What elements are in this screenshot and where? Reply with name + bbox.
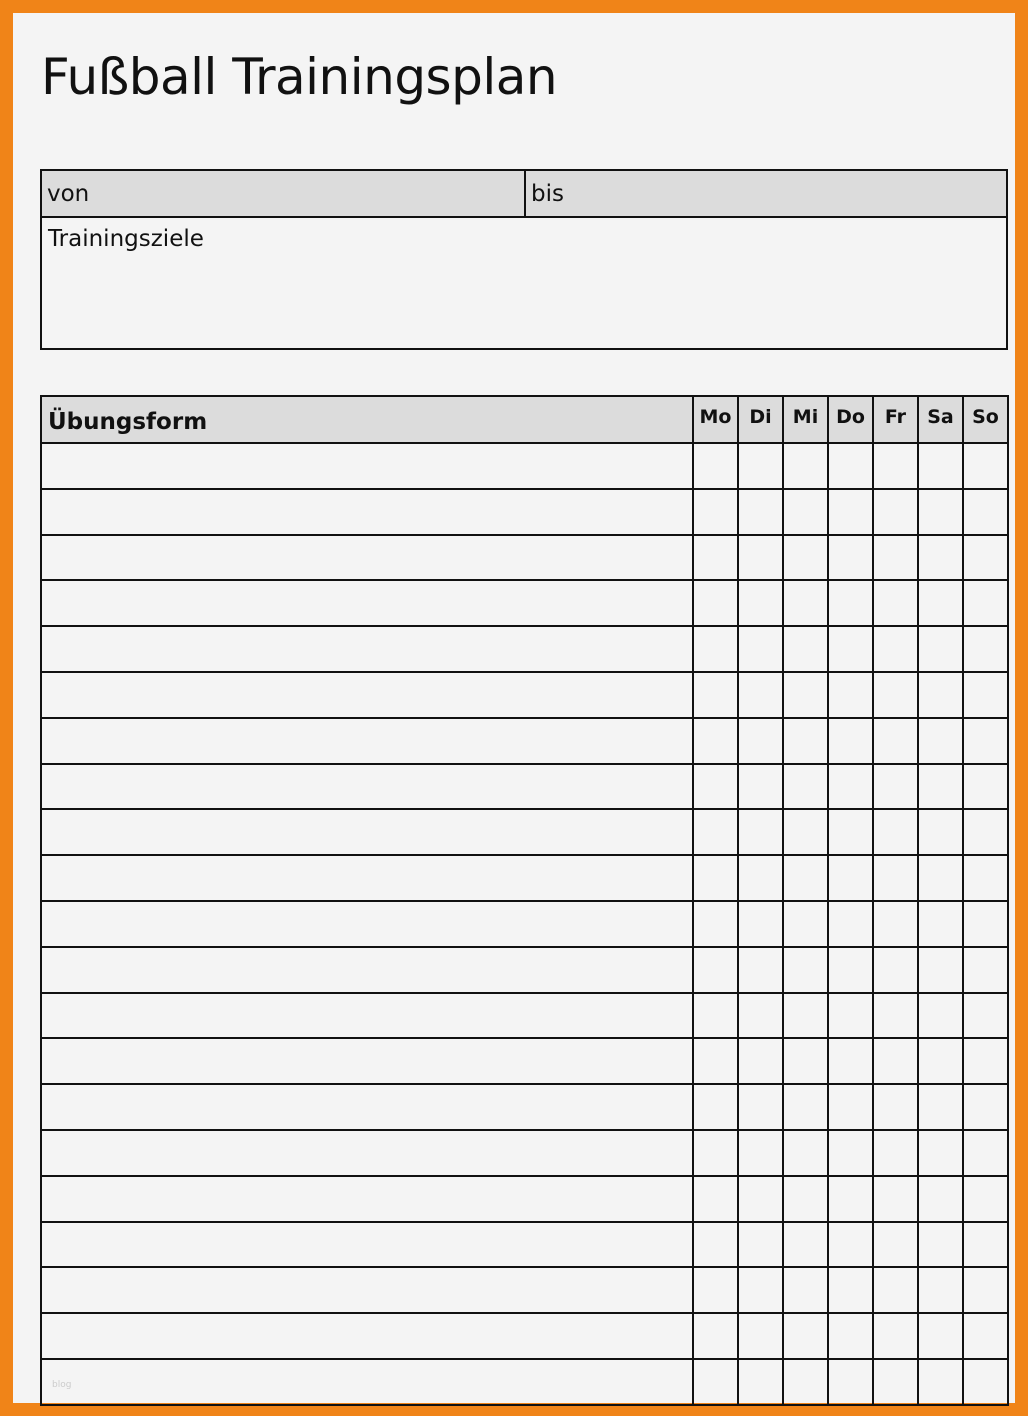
table-row [41, 1130, 1008, 1176]
exercise-cell[interactable] [41, 993, 693, 1039]
day-cell-do[interactable] [828, 718, 873, 764]
day-cell-sa[interactable] [918, 672, 963, 718]
exercise-cell[interactable] [41, 1084, 693, 1130]
day-cell-do[interactable] [828, 764, 873, 810]
table-row [41, 718, 1008, 764]
day-cell-sa[interactable] [918, 1176, 963, 1222]
day-header-so: So [963, 396, 1008, 443]
day-cell-so[interactable] [963, 901, 1008, 947]
day-cell-sa[interactable] [918, 1130, 963, 1176]
day-cell-do[interactable] [828, 580, 873, 626]
table-row [41, 443, 1008, 489]
day-cell-mi[interactable] [783, 672, 828, 718]
day-cell-fr[interactable] [873, 1130, 918, 1176]
day-cell-so[interactable] [963, 1084, 1008, 1130]
day-cell-sa[interactable] [918, 1359, 963, 1405]
day-cell-fr[interactable] [873, 1038, 918, 1084]
period-goals-box [40, 169, 1008, 350]
day-cell-do[interactable] [828, 1222, 873, 1268]
day-cell-do[interactable] [828, 1176, 873, 1222]
day-cell-so[interactable] [963, 718, 1008, 764]
day-cell-sa[interactable] [918, 809, 963, 855]
day-cell-fr[interactable] [873, 901, 918, 947]
day-cell-mi[interactable] [783, 1176, 828, 1222]
day-header-sa: Sa [918, 396, 963, 443]
day-cell-mo[interactable] [693, 443, 738, 489]
day-cell-do[interactable] [828, 626, 873, 672]
day-cell-di[interactable] [738, 489, 783, 535]
exercise-cell[interactable] [41, 626, 693, 672]
day-cell-do[interactable] [828, 672, 873, 718]
day-cell-sa[interactable] [918, 901, 963, 947]
exercise-cell[interactable] [41, 535, 693, 581]
table-row [41, 1313, 1008, 1359]
exercise-cell[interactable] [41, 1313, 693, 1359]
day-cell-so[interactable] [963, 1267, 1008, 1313]
page [13, 13, 1015, 1403]
day-cell-so[interactable] [963, 1176, 1008, 1222]
day-cell-fr[interactable] [873, 1176, 918, 1222]
day-cell-sa[interactable] [918, 1222, 963, 1268]
day-cell-mo[interactable] [693, 1267, 738, 1313]
table-row [41, 855, 1008, 901]
day-cell-mi[interactable] [783, 1084, 828, 1130]
table-row [41, 764, 1008, 810]
day-cell-mo[interactable] [693, 993, 738, 1039]
exercise-cell[interactable] [41, 1130, 693, 1176]
exercise-cell[interactable] [41, 901, 693, 947]
day-cell-di[interactable] [738, 1084, 783, 1130]
day-cell-do[interactable] [828, 993, 873, 1039]
day-header-di: Di [738, 396, 783, 443]
day-cell-so[interactable] [963, 1313, 1008, 1359]
day-cell-mo[interactable] [693, 1313, 738, 1359]
day-cell-mi[interactable] [783, 1313, 828, 1359]
day-cell-fr[interactable] [873, 855, 918, 901]
day-cell-mo[interactable] [693, 947, 738, 993]
day-cell-do[interactable] [828, 443, 873, 489]
day-cell-mi[interactable] [783, 1130, 828, 1176]
exercise-cell[interactable] [41, 1222, 693, 1268]
day-cell-mo[interactable] [693, 1359, 738, 1405]
day-cell-so[interactable] [963, 1130, 1008, 1176]
day-cell-fr[interactable] [873, 489, 918, 535]
day-cell-so[interactable] [963, 1222, 1008, 1268]
day-cell-so[interactable] [963, 1038, 1008, 1084]
day-cell-fr[interactable] [873, 1267, 918, 1313]
day-cell-mi[interactable] [783, 764, 828, 810]
day-cell-do[interactable] [828, 1084, 873, 1130]
day-cell-fr[interactable] [873, 626, 918, 672]
table-row [41, 1176, 1008, 1222]
exercise-cell[interactable] [41, 1359, 693, 1405]
day-cell-do[interactable] [828, 1359, 873, 1405]
table-row [41, 809, 1008, 855]
day-cell-di[interactable] [738, 855, 783, 901]
day-cell-fr[interactable] [873, 580, 918, 626]
day-cell-sa[interactable] [918, 855, 963, 901]
day-cell-di[interactable] [738, 764, 783, 810]
day-cell-mo[interactable] [693, 1176, 738, 1222]
day-cell-so[interactable] [963, 626, 1008, 672]
day-cell-do[interactable] [828, 489, 873, 535]
day-cell-sa[interactable] [918, 1038, 963, 1084]
exercise-header: Übungsform [41, 396, 693, 443]
day-cell-fr[interactable] [873, 672, 918, 718]
day-cell-di[interactable] [738, 993, 783, 1039]
table-row [41, 626, 1008, 672]
training-table [40, 395, 1009, 1406]
day-cell-fr[interactable] [873, 1359, 918, 1405]
exercise-cell[interactable] [41, 855, 693, 901]
day-cell-fr[interactable] [873, 1222, 918, 1268]
day-cell-fr[interactable] [873, 718, 918, 764]
exercise-cell[interactable] [41, 764, 693, 810]
table-row [41, 489, 1008, 535]
day-cell-di[interactable] [738, 626, 783, 672]
day-cell-mo[interactable] [693, 901, 738, 947]
day-cell-so[interactable] [963, 855, 1008, 901]
day-cell-di[interactable] [738, 535, 783, 581]
exercise-cell[interactable] [41, 443, 693, 489]
day-cell-so[interactable] [963, 672, 1008, 718]
day-cell-sa[interactable] [918, 1084, 963, 1130]
day-cell-fr[interactable] [873, 809, 918, 855]
day-cell-mo[interactable] [693, 580, 738, 626]
day-header-mo: Mo [693, 396, 738, 443]
day-cell-di[interactable] [738, 672, 783, 718]
day-cell-fr[interactable] [873, 443, 918, 489]
day-cell-mi[interactable] [783, 1267, 828, 1313]
exercise-cell[interactable] [41, 1038, 693, 1084]
day-cell-do[interactable] [828, 535, 873, 581]
day-cell-mi[interactable] [783, 1222, 828, 1268]
day-cell-mi[interactable] [783, 993, 828, 1039]
day-cell-sa[interactable] [918, 947, 963, 993]
table-row [41, 901, 1008, 947]
table-row [41, 947, 1008, 993]
day-cell-mo[interactable] [693, 1130, 738, 1176]
day-cell-so[interactable] [963, 443, 1008, 489]
day-cell-do[interactable] [828, 1267, 873, 1313]
day-cell-di[interactable] [738, 443, 783, 489]
day-cell-so[interactable] [963, 489, 1008, 535]
exercise-cell[interactable] [41, 489, 693, 535]
day-cell-sa[interactable] [918, 489, 963, 535]
day-cell-mo[interactable] [693, 718, 738, 764]
page-title: Fußball Trainingsplan [41, 48, 558, 106]
day-cell-mo[interactable] [693, 764, 738, 810]
day-cell-di[interactable] [738, 718, 783, 764]
day-cell-do[interactable] [828, 855, 873, 901]
table-row [41, 580, 1008, 626]
table-row [41, 993, 1008, 1039]
day-cell-mo[interactable] [693, 535, 738, 581]
to-field[interactable]: bis [531, 181, 564, 207]
day-cell-do[interactable] [828, 809, 873, 855]
day-cell-so[interactable] [963, 809, 1008, 855]
table-row [41, 1359, 1008, 1405]
day-cell-do[interactable] [828, 1313, 873, 1359]
day-cell-mi[interactable] [783, 901, 828, 947]
day-cell-mo[interactable] [693, 626, 738, 672]
day-cell-di[interactable] [738, 1130, 783, 1176]
day-cell-mi[interactable] [783, 1359, 828, 1405]
day-cell-di[interactable] [738, 1222, 783, 1268]
day-cell-di[interactable] [738, 809, 783, 855]
table-row [41, 1084, 1008, 1130]
day-cell-mo[interactable] [693, 672, 738, 718]
day-cell-sa[interactable] [918, 535, 963, 581]
day-cell-sa[interactable] [918, 1313, 963, 1359]
day-cell-mi[interactable] [783, 535, 828, 581]
day-cell-fr[interactable] [873, 947, 918, 993]
day-header-fr: Fr [873, 396, 918, 443]
exercise-cell[interactable] [41, 672, 693, 718]
goals-field[interactable]: Trainingsziele [48, 226, 204, 252]
table-row [41, 672, 1008, 718]
day-cell-sa[interactable] [918, 626, 963, 672]
watermark: blog [52, 1380, 72, 1391]
day-cell-fr[interactable] [873, 993, 918, 1039]
day-cell-mi[interactable] [783, 1038, 828, 1084]
day-cell-do[interactable] [828, 947, 873, 993]
day-cell-so[interactable] [963, 535, 1008, 581]
exercise-cell[interactable] [41, 1267, 693, 1313]
period-row [42, 171, 1006, 218]
exercise-cell[interactable] [41, 947, 693, 993]
day-cell-di[interactable] [738, 1176, 783, 1222]
day-cell-mo[interactable] [693, 809, 738, 855]
day-cell-do[interactable] [828, 901, 873, 947]
day-cell-mi[interactable] [783, 855, 828, 901]
day-cell-di[interactable] [738, 580, 783, 626]
exercise-cell[interactable] [41, 580, 693, 626]
day-cell-mi[interactable] [783, 947, 828, 993]
table-header [41, 396, 1008, 443]
day-cell-mo[interactable] [693, 1222, 738, 1268]
day-cell-so[interactable] [963, 1359, 1008, 1405]
day-header-mi: Mi [783, 396, 828, 443]
table-row [41, 1267, 1008, 1313]
day-cell-sa[interactable] [918, 764, 963, 810]
day-cell-mi[interactable] [783, 489, 828, 535]
day-cell-mi[interactable] [783, 443, 828, 489]
day-cell-mo[interactable] [693, 1084, 738, 1130]
day-cell-so[interactable] [963, 580, 1008, 626]
table-row [41, 1038, 1008, 1084]
day-cell-so[interactable] [963, 764, 1008, 810]
exercise-cell[interactable] [41, 809, 693, 855]
day-cell-mo[interactable] [693, 855, 738, 901]
day-cell-mi[interactable] [783, 718, 828, 764]
day-cell-do[interactable] [828, 1130, 873, 1176]
day-cell-so[interactable] [963, 947, 1008, 993]
day-cell-fr[interactable] [873, 535, 918, 581]
day-cell-sa[interactable] [918, 443, 963, 489]
day-cell-di[interactable] [738, 1359, 783, 1405]
day-cell-sa[interactable] [918, 718, 963, 764]
day-cell-fr[interactable] [873, 1313, 918, 1359]
exercise-cell[interactable] [41, 718, 693, 764]
day-cell-do[interactable] [828, 1038, 873, 1084]
day-cell-di[interactable] [738, 1313, 783, 1359]
day-cell-di[interactable] [738, 947, 783, 993]
day-cell-mo[interactable] [693, 489, 738, 535]
day-cell-sa[interactable] [918, 993, 963, 1039]
day-cell-di[interactable] [738, 1038, 783, 1084]
day-cell-sa[interactable] [918, 580, 963, 626]
table-row [41, 1222, 1008, 1268]
table-row [41, 535, 1008, 581]
day-cell-di[interactable] [738, 901, 783, 947]
from-field[interactable]: von [42, 171, 526, 216]
day-header-do: Do [828, 396, 873, 443]
day-cell-so[interactable] [963, 993, 1008, 1039]
day-cell-mo[interactable] [693, 1038, 738, 1084]
day-cell-fr[interactable] [873, 1084, 918, 1130]
day-cell-mi[interactable] [783, 580, 828, 626]
day-cell-fr[interactable] [873, 764, 918, 810]
day-cell-mi[interactable] [783, 626, 828, 672]
day-cell-di[interactable] [738, 1267, 783, 1313]
exercise-cell[interactable] [41, 1176, 693, 1222]
day-cell-mi[interactable] [783, 809, 828, 855]
day-cell-sa[interactable] [918, 1267, 963, 1313]
